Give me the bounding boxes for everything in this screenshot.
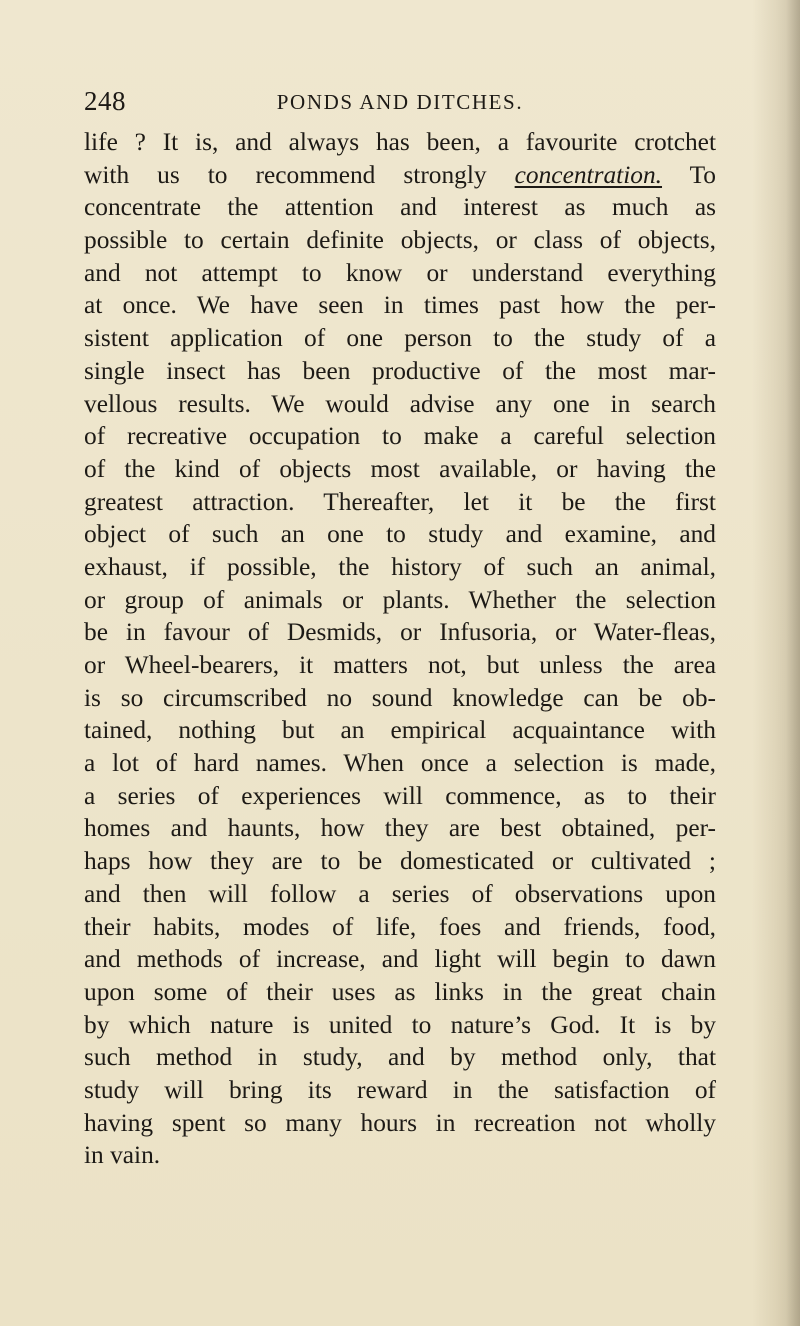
text-run: vellous results. We would advise any one in search xyxy=(84,389,716,418)
text-run: object of such an one to study and examine, and xyxy=(84,520,716,549)
text-line xyxy=(84,453,716,486)
text-line xyxy=(84,289,716,322)
text-run: single insect has been productive of the most mar- xyxy=(84,356,716,385)
page-number: 248 xyxy=(84,86,126,116)
body-paragraph xyxy=(84,126,716,1172)
text-line xyxy=(84,616,716,649)
text-line xyxy=(84,322,716,355)
text-run: or group of animals or plants. Whether the selection xyxy=(84,585,716,614)
text-line xyxy=(84,518,716,551)
text-run: at once. We have seen in times past how the per- xyxy=(84,291,716,320)
text-run: upon some of their uses as links in the great chain xyxy=(84,977,716,1006)
text-line xyxy=(84,911,716,944)
text-line xyxy=(84,682,716,715)
page-edge-shadow xyxy=(786,0,800,1326)
text-line xyxy=(84,551,716,584)
text-run: such method in study, and by method only, that xyxy=(84,1043,716,1072)
text-line xyxy=(84,388,716,421)
text-line xyxy=(84,1009,716,1042)
emphasized-word: concentration. xyxy=(514,160,663,189)
text-run: and not attempt to know or understand everything xyxy=(84,258,716,287)
text-run: in vain. xyxy=(84,1141,161,1170)
text-run: of the kind of objects most available, or having the xyxy=(84,454,716,483)
text-run: exhaust, if possible, the history of such an animal, xyxy=(84,552,716,581)
text-line xyxy=(84,1074,716,1107)
text-run: a series of experiences will commence, as to their xyxy=(84,781,716,810)
text-line xyxy=(84,943,716,976)
text-line xyxy=(84,649,716,682)
text-line xyxy=(84,976,716,1009)
text-run: sistent application of one person to the study of a xyxy=(84,324,716,353)
page-header xyxy=(84,86,716,122)
text-line xyxy=(84,780,716,813)
text-run: haps how they are to be domesticated or cultivated ; xyxy=(84,847,716,876)
text-line xyxy=(84,878,716,911)
text-line xyxy=(84,486,716,519)
text-line xyxy=(84,224,716,257)
text-run: is so circumscribed no sound knowledge can be ob- xyxy=(84,683,716,712)
text-line xyxy=(84,191,716,224)
text-line xyxy=(84,355,716,388)
text-run: and then will follow a series of observations upon xyxy=(84,879,716,908)
text-run: their habits, modes of life, foes and friends, food, xyxy=(84,912,716,941)
text-run: with us to recommend strongly xyxy=(84,160,515,189)
text-run: and methods of increase, and light will begin to dawn xyxy=(84,945,716,974)
text-line xyxy=(84,845,716,878)
text-run: of recreative occupation to make a careful selection xyxy=(84,422,716,451)
text-line xyxy=(84,584,716,617)
text-line xyxy=(84,420,716,453)
text-line xyxy=(84,1107,716,1140)
text-line xyxy=(84,747,716,780)
text-line xyxy=(84,159,716,192)
text-run: tained, nothing but an empirical acquaintance with xyxy=(84,716,716,745)
text-run: be in favour of Desmids, or Infusoria, or Water-fleas, xyxy=(84,618,716,647)
text-line xyxy=(84,257,716,290)
text-line xyxy=(84,714,716,747)
text-run: by which nature is united to nature’s God. It is by xyxy=(84,1010,716,1039)
text-run: To xyxy=(662,160,717,189)
text-run: life ? It is, and always has been, a favourite crotchet xyxy=(84,128,716,156)
running-head: PONDS AND DITCHES. xyxy=(276,90,524,114)
text-line xyxy=(84,1139,716,1172)
text-run: a lot of hard names. When once a selection is made, xyxy=(84,749,716,778)
text-run: or Wheel-bearers, it matters not, but unless the area xyxy=(84,651,716,679)
text-line xyxy=(84,812,716,845)
text-line xyxy=(84,126,716,159)
text-run: homes and haunts, how they are best obtained, per- xyxy=(84,814,716,843)
text-run: concentrate the attention and interest as much as xyxy=(84,193,716,222)
text-run: possible to certain definite objects, or class of objects, xyxy=(84,226,716,255)
text-run: study will bring its reward in the satisfaction of xyxy=(84,1075,716,1104)
text-run: greatest attraction. Thereafter, let it be the first xyxy=(84,487,716,516)
text-line xyxy=(84,1041,716,1074)
text-run: having spent so many hours in recreation not wholly xyxy=(84,1108,716,1137)
